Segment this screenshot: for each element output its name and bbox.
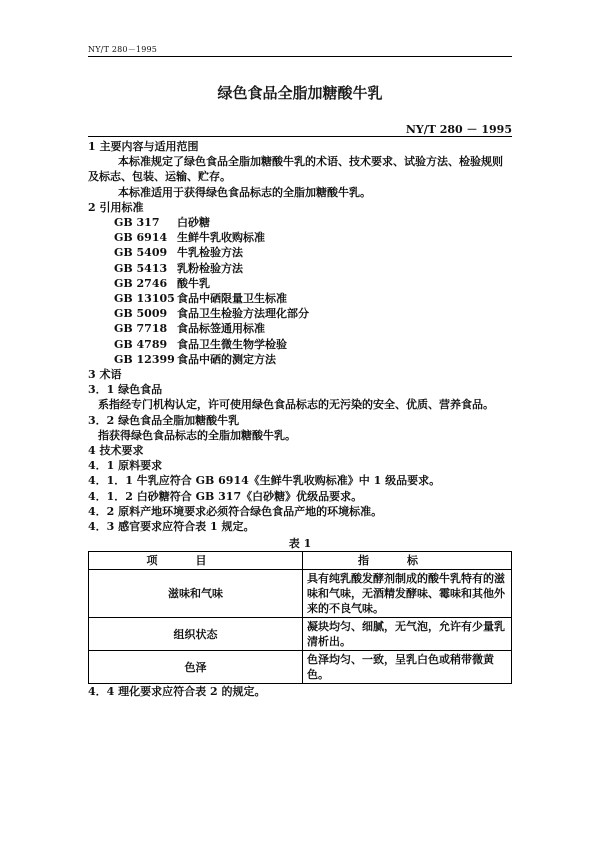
section-3-heading: 3 术语	[88, 368, 122, 382]
reference-list	[88, 215, 512, 367]
table-cell-item: 滋味和气味	[89, 570, 303, 618]
table-1-caption: 表 1	[288, 537, 312, 551]
reference-name: 白砂糖	[177, 216, 210, 230]
table-header-item: 项目	[89, 552, 303, 570]
reference-code: GB 12399	[114, 352, 175, 366]
reference-item	[114, 306, 512, 321]
reference-code: GB 2746	[114, 276, 168, 290]
reference-code: GB 5409	[114, 246, 168, 260]
reference-code: GB 4789	[114, 337, 168, 351]
table-cell-indicator: 具有纯乳酸发酵剂制成的酸牛乳特有的滋味和气味，无酒精发酵味、霉味和其他外来的不良气味。	[303, 570, 512, 618]
section-4-1-heading: 4．1 原料要求	[88, 459, 163, 473]
reference-code: GB 5413	[114, 261, 168, 275]
reference-code: GB 5009	[114, 307, 168, 321]
reference-code: GB 13105	[114, 292, 175, 306]
reference-item	[114, 261, 512, 276]
reference-code: GB 7718	[114, 322, 168, 336]
section-3-1-heading: 3．1 绿色食品	[88, 383, 163, 397]
table-row	[89, 570, 512, 618]
reference-item	[114, 352, 512, 367]
reference-item	[114, 245, 512, 260]
table-row	[89, 618, 512, 651]
table-header-row	[89, 552, 512, 570]
section-1-paragraph-2: 本标准适用于获得绿色食品标志的全脂加糖酸牛乳。	[118, 185, 371, 199]
title-rule	[88, 136, 512, 137]
section-3-2-heading: 3．2 绿色食品全脂加糖酸牛乳	[88, 413, 240, 427]
reference-name: 乳粉检验方法	[177, 261, 243, 275]
reference-name: 食品卫生微生物学检验	[177, 337, 287, 351]
table-row	[89, 651, 512, 684]
reference-name: 食品中硒限量卫生标准	[177, 292, 287, 306]
table-cell-indicator: 色泽均匀、一致，呈乳白色或稍带微黄色。	[303, 651, 512, 684]
section-1-paragraph-1: 本标准规定了绿色食品全脂加糖酸牛乳的术语、技术要求、试验方法、检验规则及标志、包装、运输、贮存。	[88, 155, 503, 184]
reference-name: 食品卫生检验方法理化部分	[177, 307, 309, 321]
reference-code: GB 6914	[114, 231, 168, 245]
section-4-1-1: 4．1．1 牛乳应符合 GB 6914《生鲜牛乳收购标准》中 1 级品要求。	[88, 474, 441, 488]
table-cell-item: 组织状态	[89, 618, 303, 651]
section-3-2-text: 指获得绿色食品标志的全脂加糖酸牛乳。	[98, 428, 296, 442]
reference-name: 牛乳检验方法	[177, 246, 243, 260]
section-4-3: 4．3 感官要求应符合表 1 规定。	[88, 520, 255, 534]
running-header: NY/T 280－1995	[88, 45, 158, 54]
document-title: 绿色食品全脂加糖酸牛乳	[217, 84, 383, 102]
reference-code: GB 317	[114, 216, 160, 230]
reference-item	[114, 291, 512, 306]
section-1-heading: 1 主要内容与适用范围	[88, 140, 199, 153]
header-rule	[88, 56, 512, 57]
section-3-1-text: 系指经专门机构认定，许可使用绿色食品标志的无污染的安全、优质、营养食品。	[98, 398, 494, 412]
standard-number: NY/T 280 － 1995	[405, 123, 512, 136]
reference-name: 食品中硒的测定方法	[177, 352, 276, 366]
section-4-heading: 4 技术要求	[88, 444, 144, 458]
section-4-2: 4．2 原料产地环境要求必须符合绿色食品产地的环境标准。	[88, 504, 383, 518]
reference-name: 生鲜牛乳收购标准	[177, 231, 265, 245]
table-cell-indicator: 凝块均匀、细腻，无气泡，允许有少量乳清析出。	[303, 618, 512, 651]
reference-name: 酸牛乳	[177, 276, 210, 290]
table-cell-item: 色泽	[89, 651, 303, 684]
reference-item	[114, 276, 512, 291]
reference-item	[114, 337, 512, 352]
reference-item	[114, 230, 512, 245]
reference-item	[114, 215, 512, 230]
document-body	[88, 139, 512, 700]
reference-item	[114, 321, 512, 336]
section-4-4: 4．4 理化要求应符合表 2 的规定。	[88, 685, 266, 699]
section-4-1-2: 4．1．2 白砂糖符合 GB 317《白砂糖》优级品要求。	[88, 489, 363, 503]
table-1	[88, 551, 512, 684]
section-2-heading: 2 引用标准	[88, 200, 144, 214]
table-header-indicator: 指标	[303, 552, 512, 570]
reference-name: 食品标签通用标准	[177, 322, 265, 336]
